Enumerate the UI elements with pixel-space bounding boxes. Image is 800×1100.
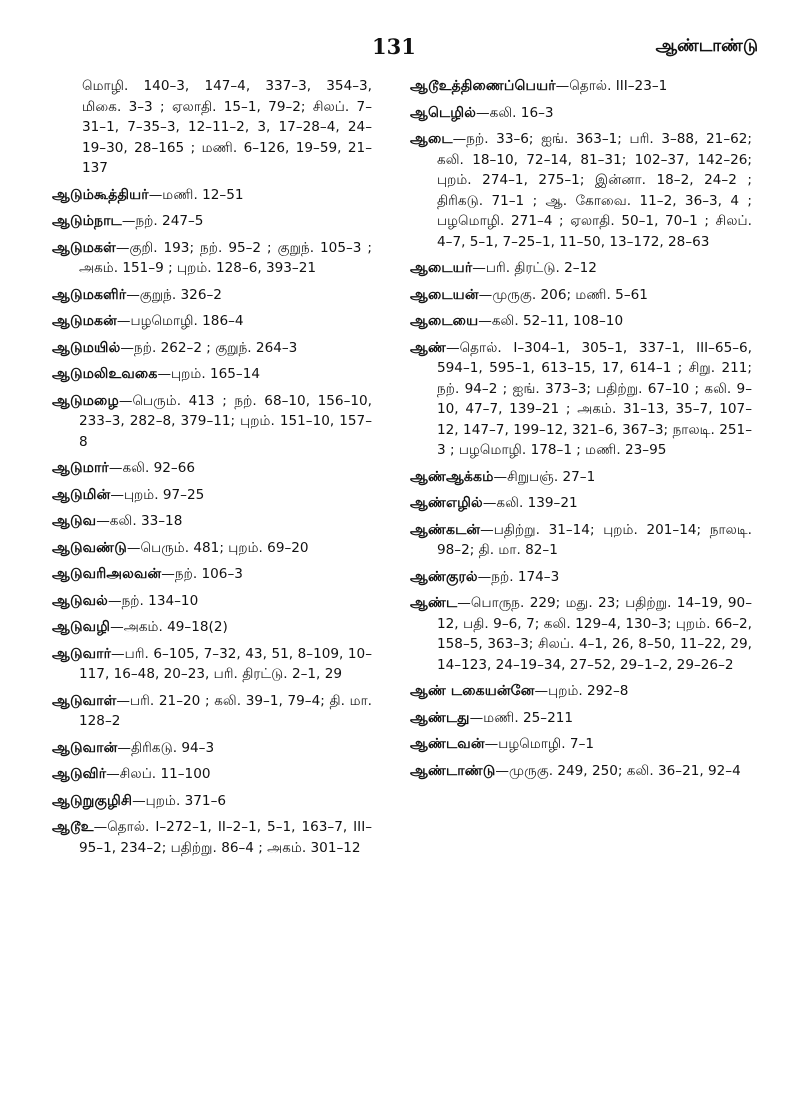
index-entry	[52, 511, 372, 532]
index-entry	[410, 681, 752, 702]
index-entry	[410, 129, 752, 252]
index-entry	[52, 644, 372, 685]
references: —மணி. 12–51	[148, 186, 244, 203]
references: —புறம். 371–6	[132, 792, 227, 809]
references: —சிலப். 11–100	[106, 766, 211, 782]
index-entry	[410, 761, 752, 782]
index-entry	[410, 734, 752, 755]
index-entry	[52, 311, 372, 332]
index-entry	[52, 817, 372, 858]
references: —பதிற்று. 31–14; புறம். 201–14; நாலடி. 98–2; தி. மா. 82–1	[437, 521, 752, 558]
headword: ஆடுவரிஅலவன்	[52, 566, 162, 582]
index-entry	[410, 567, 752, 588]
index-entry	[410, 103, 752, 124]
references: —பெரும். 481; புறம். 69–20	[126, 539, 309, 556]
index-entry	[52, 185, 372, 206]
references: —நற். 33–6; ஐங். 363–1; பரி. 3–88, 21–62; கலி. 18–10, 72–14, 81–31; 102–37, 142–26; புறம். 274–1, 275–1; இன்னா. 18–2, 24–2 ; திரிகடு. 71–1 ; ஆ. கோவை. 11–2, 36–3, 4 ; பழமொழி. 271–4 ; ஏலாதி. 50–1, 70–1 ; சிலப். 4–7, 5–1, 7–25–1, 11–50, 13–172, 28–63	[437, 131, 752, 250]
running-head: ஆண்டாண்டு	[655, 36, 758, 56]
headword: ஆடை	[410, 131, 453, 147]
headword: ஆண்எழில்	[410, 495, 483, 511]
headword: ஆடுமகன்	[52, 313, 117, 329]
headword: ஆண் டகையன்னே	[410, 683, 535, 699]
references: —நற். 262–2 ; குறுந். 264–3	[120, 339, 298, 356]
headword: ஆடும்நாட	[52, 213, 122, 229]
headword: ஆண்டது	[410, 709, 470, 726]
headword: ஆண்கடன்	[410, 521, 481, 538]
index-entry	[52, 485, 372, 506]
references: —பழமொழி. 186–4	[116, 313, 244, 329]
references: —நற். 247–5	[121, 213, 204, 229]
index-entry	[52, 538, 372, 559]
index-entry	[52, 76, 372, 179]
headword: ஆடெழில்	[410, 104, 477, 121]
headword: ஆடுமகளிர்	[52, 286, 127, 303]
index-entry	[52, 458, 372, 479]
headword: ஆண்டாண்டு	[410, 762, 496, 779]
index-entry	[52, 285, 372, 306]
index-entry	[52, 738, 372, 759]
references: —நற். 174–3	[477, 568, 560, 585]
headword: ஆண்ஆக்கம்	[410, 468, 494, 485]
headword: ஆடுமயில்	[52, 339, 121, 356]
headword: ஆடையை	[410, 313, 479, 329]
headword: ஆடுமார்	[52, 460, 109, 476]
index-entry	[52, 791, 372, 812]
references: —மணி. 25–211	[469, 709, 574, 726]
references: —புறம். 292–8	[534, 683, 629, 699]
references: —தொல். I–272–1, II–2–1, 5–1, 163–7, III–95–1, 234–2; பதிற்று. 86–4 ; அகம். 301–12	[79, 819, 372, 856]
headword: ஆடுவண்டு	[52, 539, 127, 556]
references: —பெரும். 413 ; நற். 68–10, 156–10, 233–3, 282–8, 379–11; புறம். 151–10, 157–8	[79, 392, 372, 450]
headword: ஆடுமழை	[52, 392, 119, 409]
headword: ஆடுமகள்	[52, 239, 116, 256]
index-entry	[410, 311, 752, 332]
references: —அகம். 49–18(2)	[110, 619, 228, 635]
headword: ஆண்ட	[410, 595, 458, 611]
references: —பரி. 21–20 ; கலி. 39–1, 79–4; தி. மா. 128–2	[79, 692, 372, 729]
index-entry	[52, 617, 372, 638]
references: —நற். 134–10	[107, 592, 199, 609]
headword: ஆடையர்	[410, 260, 473, 276]
index-entry	[52, 391, 372, 453]
index-entry	[52, 238, 372, 279]
index-entry	[410, 467, 752, 488]
index-entry	[52, 764, 372, 785]
references: —தொல். III–23–1	[555, 78, 668, 94]
headword: ஆண்	[410, 339, 446, 356]
references: —குறுந். 326–2	[126, 286, 222, 303]
headword: ஆடையன்	[410, 286, 479, 303]
references: —பழமொழி. 7–1	[484, 736, 595, 752]
references: —புறம். 165–14	[157, 366, 261, 382]
headword: ஆண்குரல்	[410, 568, 478, 585]
references: —கலி. 16–3	[476, 104, 554, 121]
index-entry	[410, 493, 752, 514]
references: —முருகு. 249, 250; கலி. 36–21, 92–4	[495, 762, 741, 779]
headword: ஆடுவிர்	[52, 766, 107, 782]
page-number: 131	[372, 34, 416, 59]
index-entry	[410, 76, 752, 97]
headword: ஆடுமலிஉவகை	[52, 366, 158, 382]
headword: ஆடுவழி	[52, 619, 111, 635]
headword: ஆடூஉ	[52, 819, 94, 835]
index-entry	[410, 258, 752, 279]
references: —சிறுபஞ். 27–1	[493, 468, 596, 485]
index-entry	[52, 364, 372, 385]
references: —கலி. 139–21	[482, 495, 578, 511]
headword: ஆடுவான்	[52, 739, 118, 756]
references: —கலி. 52–11, 108–10	[478, 313, 624, 329]
index-entry	[410, 338, 752, 461]
references: —பொருந. 229; மது. 23; பதிற்று. 14–19, 90–12, பதி. 9–6, 7; கலி. 129–4, 130–3; புறம். 66–2, 158–5, 363–3; சிலப். 4–1, 26, 8–50, 11–22, 29, 14–123, 24–19–34, 27–52, 29–1–2, 29–26–2	[437, 595, 752, 673]
headword: ஆடும்கூத்தியர்	[52, 186, 149, 203]
references: —முருகு. 206; மணி. 5–61	[478, 286, 648, 303]
references: —கலி. 33–18	[96, 513, 183, 529]
right-column	[410, 76, 752, 787]
index-entry	[410, 285, 752, 306]
references: —தொல். I–304–1, 305–1, 337–1, III–65–6, 594–1, 595–1, 613–15, 17, 614–1 ; சிறு. 211; நற். 94–2 ; ஐங். 373–3; பதிற்று. 67–10 ; கலி. 9–10, 47–7, 139–21 ; அகம். 31–13, 35–7, 107–12, 147–7, 199–12, 321–6, 367–3; நாலடி. 251–3 ; பழமொழி. 178–1 ; மணி. 23–95	[437, 339, 752, 458]
headword: ஆடுவ	[52, 513, 97, 529]
references: —கலி. 92–66	[108, 460, 196, 476]
index-entry	[52, 691, 372, 732]
references: —திரிகடு. 94–3	[117, 739, 215, 756]
references: —பரி. திரட்டு. 2–12	[472, 260, 597, 276]
references: —பரி. 6–105, 7–32, 43, 51, 8–109, 10–117, 16–48, 20–23, பரி. திரட்டு. 2–1, 29	[79, 645, 372, 682]
index-entry	[410, 593, 752, 675]
index-entry	[410, 520, 752, 561]
index-entry	[52, 211, 372, 232]
headword: ஆடுவல்	[52, 592, 108, 609]
headword: ஆடுவார்	[52, 645, 112, 662]
references: —புறம். 97–25	[110, 486, 205, 503]
index-entry	[52, 564, 372, 585]
headword: ஆடூஉத்திணைப்பெயர்	[410, 78, 556, 94]
headword: ஆண்டவன்	[410, 736, 485, 752]
references: மொழி. 140–3, 147–4, 337–3, 354–3, மிகை. 3–3 ; ஏலாதி. 15–1, 79–2; சிலப். 7–31–1, 7–35–3, 12–11–2, 3, 17–28–4, 24–19–30, 28–165 ; மணி. 6–126, 19–59, 21–137	[82, 78, 372, 176]
index-entry	[410, 708, 752, 729]
index-entry	[52, 338, 372, 359]
headword: ஆடுவாள்	[52, 692, 117, 709]
index-entry	[52, 591, 372, 612]
references: —குறி. 193; நற். 95–2 ; குறுந். 105–3 ; அகம். 151–9 ; புறம். 128–6, 393–21	[79, 239, 372, 276]
headword: ஆடுமின்	[52, 486, 111, 503]
headword: ஆடுறுகுழிசி	[52, 792, 133, 809]
references: —நற். 106–3	[161, 566, 243, 582]
left-column	[52, 76, 372, 864]
